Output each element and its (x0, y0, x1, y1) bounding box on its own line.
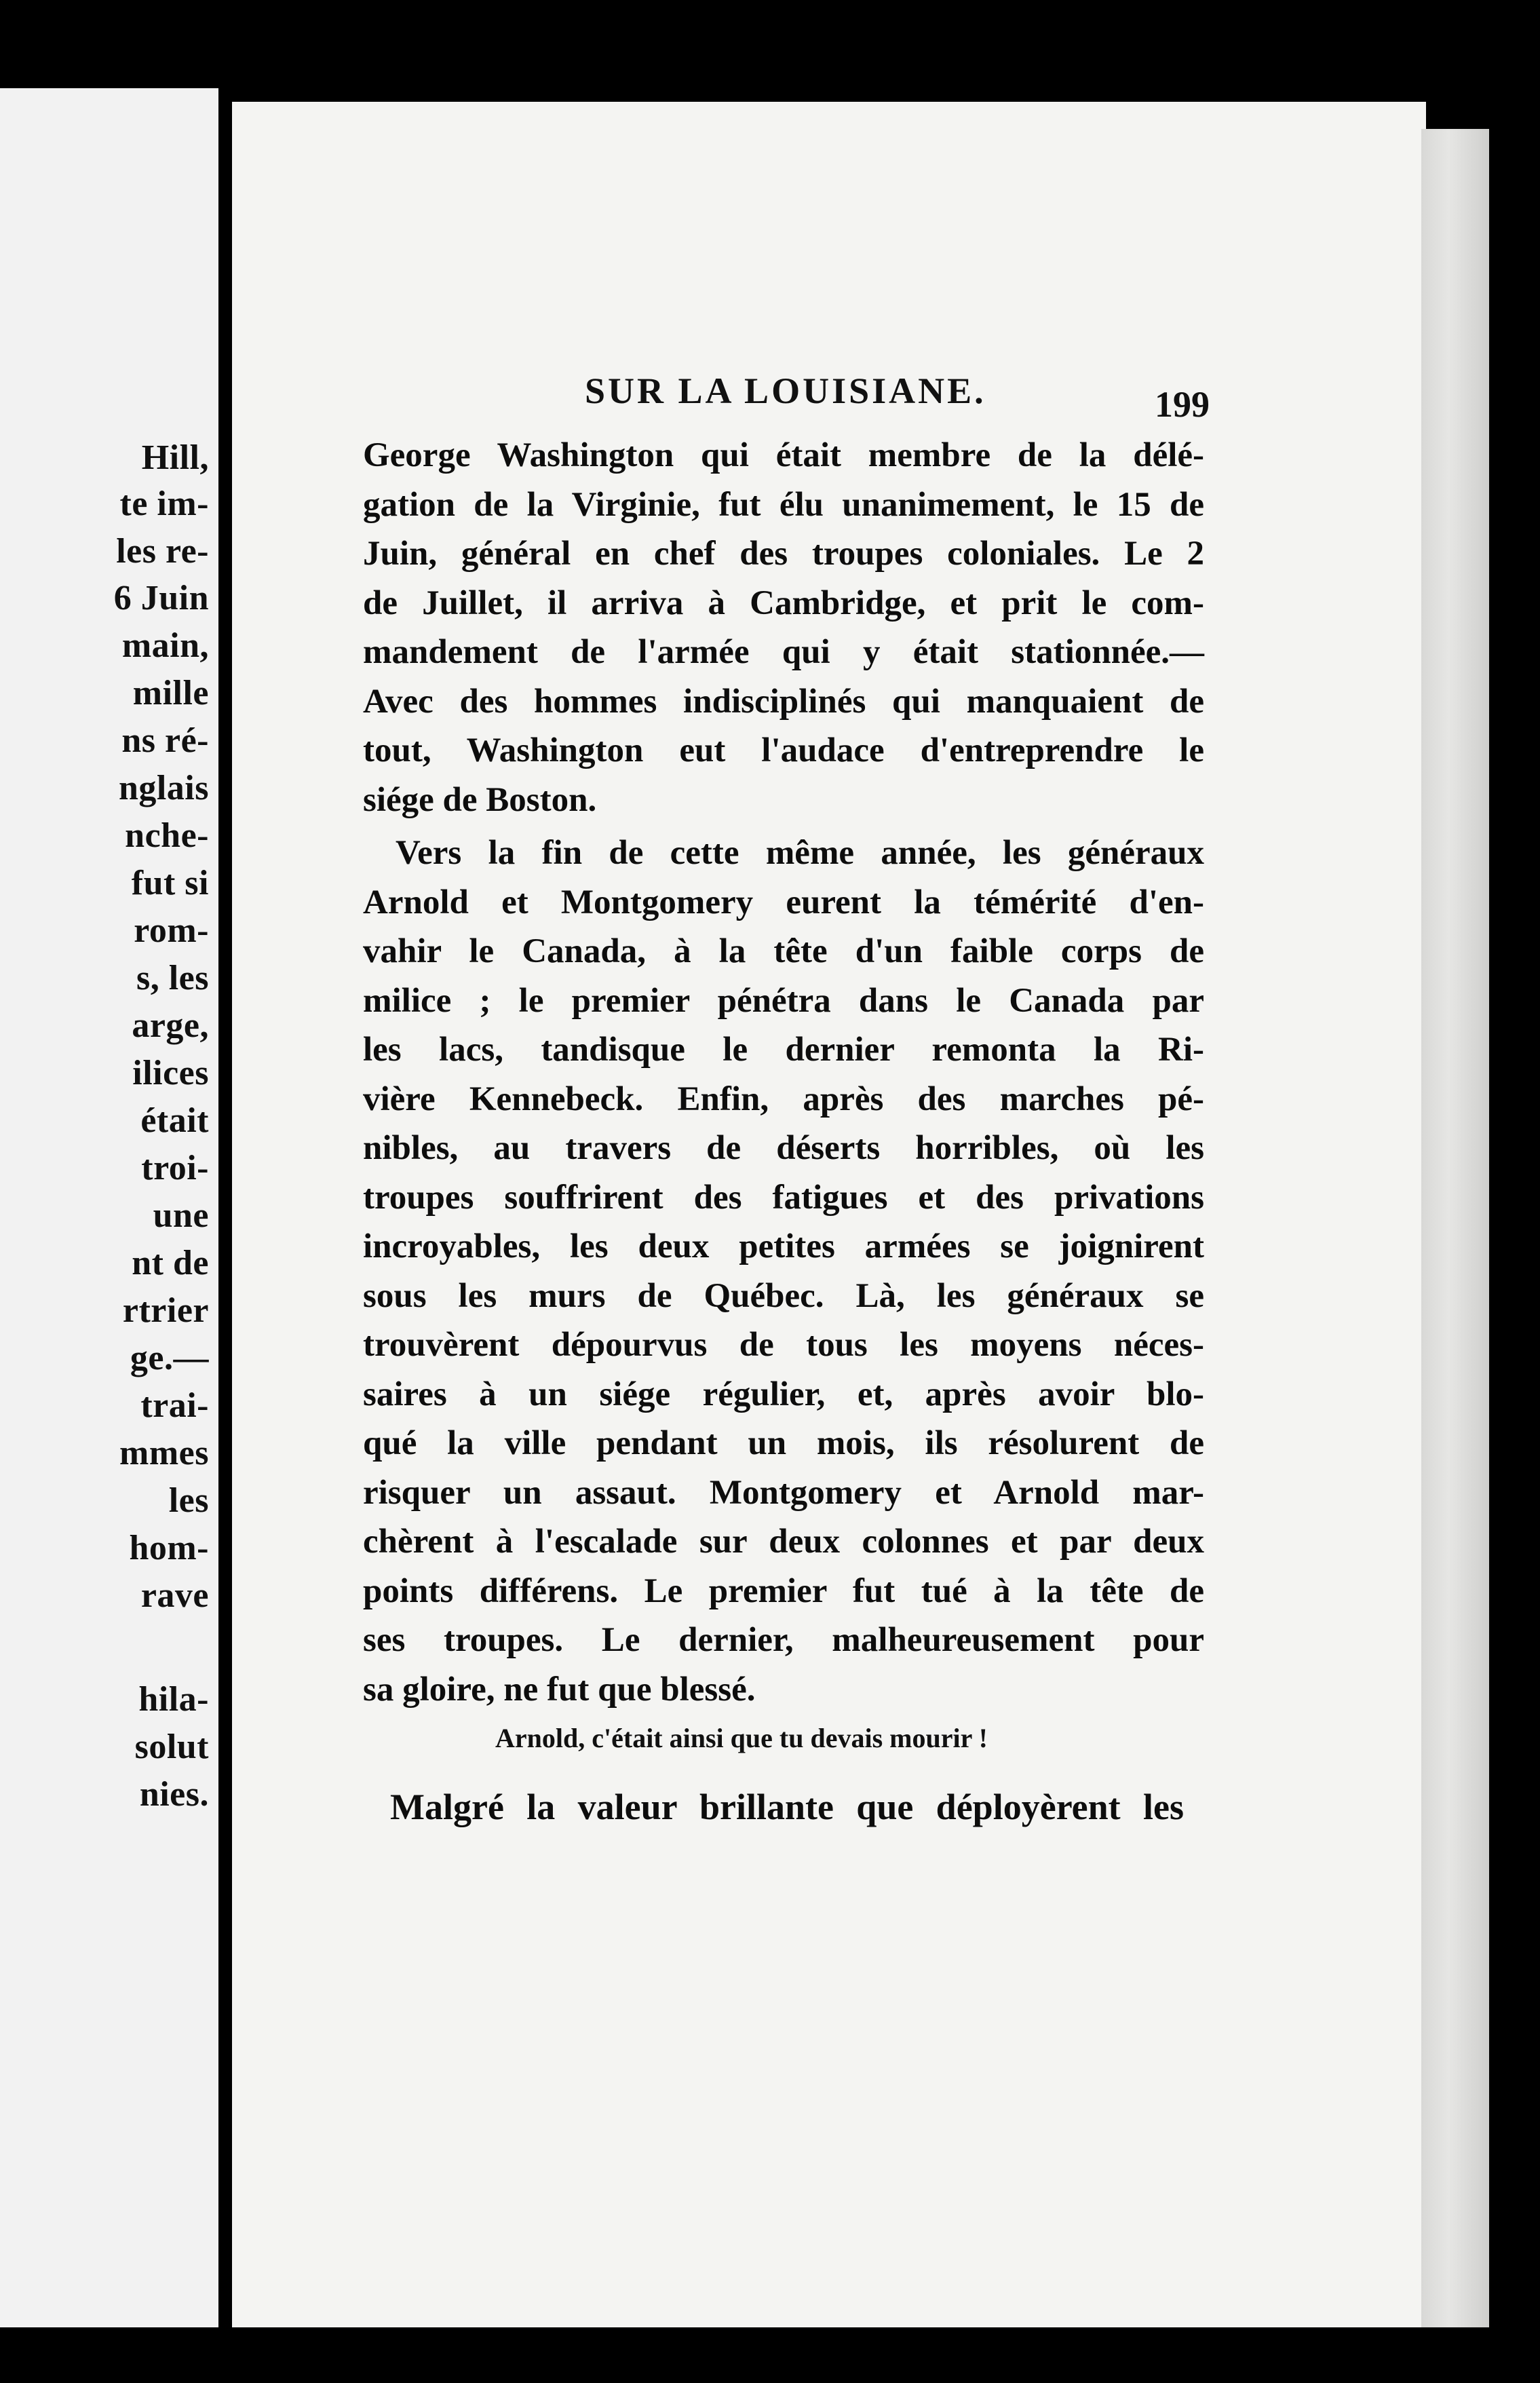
facing-page-line: nies. (139, 1775, 209, 1814)
facing-page-line: rave (140, 1576, 209, 1615)
text-line: trouvèrent dépourvus de tous les moyens néces- (363, 1326, 1204, 1364)
facing-page-line: main, (121, 626, 209, 665)
text-line: vière Kennebeck. Enfin, après des marches pé- (363, 1080, 1204, 1118)
facing-page-line: était (140, 1101, 209, 1140)
facing-page-line: hila- (138, 1680, 209, 1719)
body-text (363, 431, 1204, 1714)
running-head: SUR LA LOUISIANE. (585, 370, 986, 411)
text-line: Malgré la valeur brillante que déployèrent les (390, 1787, 1184, 1827)
facing-page-line: ilices (132, 1054, 209, 1092)
facing-page-line: rom- (134, 911, 209, 950)
text-line: milice ; le premier pénétra dans le Canada par (363, 981, 1204, 1020)
text-line: les lacs, tandisque le dernier remonta la Ri- (363, 1031, 1204, 1069)
facing-page-line: solut (134, 1728, 209, 1766)
facing-page-line: rtrier (122, 1291, 209, 1330)
text-line: gation de la Virginie, fut élu unanimement, le 15 de (363, 485, 1204, 524)
facing-page-line: fut si (131, 864, 209, 902)
text-line: saires à un siége régulier, et, après avoir blo- (363, 1375, 1204, 1413)
text-line: points différens. Le premier fut tué à la tête de (363, 1571, 1204, 1610)
facing-page-line: nche- (125, 816, 209, 855)
text-line: tout, Washington eut l'audace d'entreprendre le (363, 731, 1204, 769)
scan-border-top (0, 0, 1540, 92)
facing-page-line: les re- (116, 532, 209, 571)
text-line: Vers la fin de cette même année, les généraux (396, 834, 1204, 872)
page-edge-shadow (1421, 129, 1489, 2327)
text-line: siége de Boston. (363, 780, 597, 819)
facing-page-fragment (0, 88, 224, 2327)
facing-page-line: arge, (132, 1006, 209, 1045)
text-line: incroyables, les deux petites armées se joignirent (363, 1227, 1204, 1265)
facing-page-line: nt de (132, 1244, 209, 1282)
text-line: George Washington qui était membre de la délé- (363, 436, 1204, 474)
text-line: risquer un assaut. Montgomery et Arnold mar- (363, 1473, 1204, 1512)
facing-page-line: s, les (136, 959, 209, 997)
text-line: Juin, général en chef des troupes coloniales. Le 2 (363, 535, 1204, 573)
text-line: chèrent à l'escalade sur deux colonnes et par deux (363, 1523, 1204, 1561)
facing-page-line: troi- (141, 1149, 209, 1187)
book-gutter (218, 81, 233, 2361)
text-line: ses troupes. Le dernier, malheureusement pour (363, 1621, 1204, 1659)
verse-quotation: Arnold, c'était ainsi que tu devais mourir ! (495, 1723, 988, 1753)
facing-page-line: ns ré- (121, 721, 209, 760)
text-line: troupes souffrirent des fatigues et des privations (363, 1178, 1204, 1217)
facing-page-line: mille (132, 674, 209, 712)
text-line: vahir le Canada, à la tête d'un faible corps de (363, 932, 1204, 970)
text-line: sous les murs de Québec. Là, les généraux se (363, 1276, 1204, 1315)
page-number: 199 (1155, 384, 1210, 425)
facing-page-line: les (168, 1481, 209, 1520)
facing-page-line: ge.— (130, 1339, 209, 1377)
facing-page-line: trai- (140, 1386, 209, 1425)
text-line: Arnold et Montgomery eurent la témérité d'en- (363, 883, 1204, 921)
text-line: sa gloire, ne fut que blessé. (363, 1670, 756, 1709)
text-line: qué la ville pendant un mois, ils résolurent de (363, 1424, 1204, 1462)
text-line: mandement de l'armée qui y était stationnée.— (363, 633, 1204, 671)
facing-page-line: une (153, 1196, 209, 1235)
facing-page-line: nglais (118, 769, 209, 807)
facing-page-line: mmes (119, 1434, 209, 1472)
facing-page-line: te im- (119, 484, 209, 523)
scan-border-bottom (0, 2327, 1540, 2383)
text-line: Avec des hommes indisciplinés qui manquaient de (363, 682, 1204, 721)
text-line: nibles, au travers de déserts horribles, où les (363, 1129, 1204, 1167)
facing-page-line: hom- (129, 1529, 209, 1567)
facing-page-line: Hill, (141, 438, 209, 477)
facing-page-line: 6 Juin (113, 579, 209, 617)
text-line: de Juillet, il arriva à Cambridge, et prit le com- (363, 584, 1204, 622)
scan-border-right (1489, 0, 1540, 2383)
